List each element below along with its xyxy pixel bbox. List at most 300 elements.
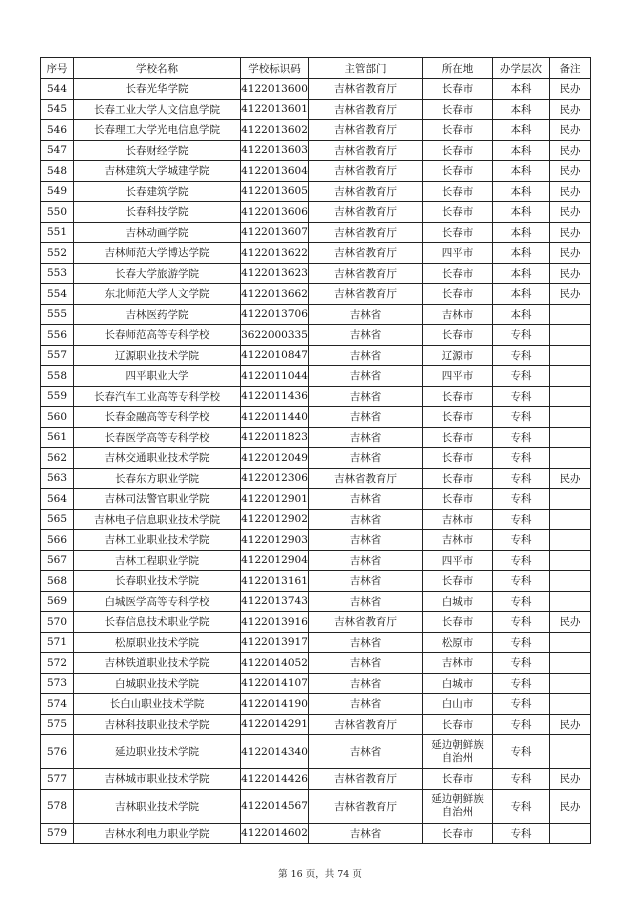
cell-location: 吉林市: [423, 530, 493, 551]
cell-authority: 吉林省教育厅: [309, 120, 423, 141]
cell-level: 专科: [493, 653, 550, 674]
cell-remark: 民办: [550, 243, 591, 264]
cell-school-name: 长春师范高等专科学校: [74, 325, 241, 346]
cell-level: 专科: [493, 694, 550, 715]
cell-remark: [550, 427, 591, 448]
cell-level: 专科: [493, 612, 550, 633]
cell-school-code: 4122011823: [241, 427, 309, 448]
table-row: [41, 468, 591, 489]
cell-school-code: 4122013600: [241, 79, 309, 100]
cell-remark: [550, 325, 591, 346]
cell-location-text: 延边朝鲜族自治州: [431, 793, 484, 818]
cell-authority: 吉林省教育厅: [309, 284, 423, 305]
cell-school-name: 长春理工大学光电信息学院: [74, 120, 241, 141]
header-cell-level: 办学层次: [493, 58, 550, 79]
cell-index: 564: [41, 489, 74, 510]
cell-school-name: 吉林电子信息职业技术学院: [74, 509, 241, 530]
cell-authority: 吉林省: [309, 325, 423, 346]
cell-remark: 民办: [550, 202, 591, 223]
cell-location: 四平市: [423, 366, 493, 387]
cell-location: 长春市: [423, 79, 493, 100]
cell-school-name: 长春汽车工业高等专科学校: [74, 386, 241, 407]
cell-school-name: 辽源职业技术学院: [74, 345, 241, 366]
cell-location: 吉林市: [423, 304, 493, 325]
cell-level: 专科: [493, 591, 550, 612]
cell-level: 本科: [493, 222, 550, 243]
cell-location: [423, 789, 493, 823]
cell-level: 本科: [493, 243, 550, 264]
table-row: [41, 222, 591, 243]
cell-location: 长春市: [423, 407, 493, 428]
cell-school-code: 4122013706: [241, 304, 309, 325]
cell-school-code: 4122010847: [241, 345, 309, 366]
cell-level: 本科: [493, 99, 550, 120]
cell-school-name: 长春信息技术职业学院: [74, 612, 241, 633]
cell-authority: 吉林省教育厅: [309, 222, 423, 243]
school-list-sheet: [40, 57, 590, 844]
cell-school-code: 4122014291: [241, 714, 309, 735]
table-row: [41, 509, 591, 530]
cell-school-name: 长春职业技术学院: [74, 571, 241, 592]
cell-school-code: 4122013917: [241, 632, 309, 653]
table-row: [41, 386, 591, 407]
cell-index: 570: [41, 612, 74, 633]
cell-school-name: 吉林工业职业技术学院: [74, 530, 241, 551]
cell-index: 552: [41, 243, 74, 264]
cell-authority: 吉林省: [309, 304, 423, 325]
cell-location: 长春市: [423, 448, 493, 469]
cell-school-name: 白城医学高等专科学校: [74, 591, 241, 612]
cell-index: 546: [41, 120, 74, 141]
cell-school-name: 吉林建筑大学城建学院: [74, 161, 241, 182]
header-row: [41, 58, 591, 79]
cell-school-code: 4122014602: [241, 823, 309, 844]
cell-school-code: 4122014426: [241, 769, 309, 790]
table-row: [41, 79, 591, 100]
cell-authority: 吉林省教育厅: [309, 181, 423, 202]
table-row: [41, 366, 591, 387]
cell-authority: 吉林省: [309, 823, 423, 844]
cell-remark: [550, 550, 591, 571]
header-cell-index: 序号: [41, 58, 74, 79]
cell-school-code: 4122012049: [241, 448, 309, 469]
cell-level: 专科: [493, 489, 550, 510]
cell-authority: 吉林省: [309, 427, 423, 448]
cell-level: 本科: [493, 284, 550, 305]
cell-remark: 民办: [550, 181, 591, 202]
table-row: [41, 427, 591, 448]
cell-level: 专科: [493, 345, 550, 366]
cell-location: 松原市: [423, 632, 493, 653]
cell-level: 专科: [493, 427, 550, 448]
cell-authority: 吉林省教育厅: [309, 79, 423, 100]
cell-authority: 吉林省: [309, 530, 423, 551]
cell-location: 长春市: [423, 325, 493, 346]
cell-authority: 吉林省教育厅: [309, 612, 423, 633]
table-header: [41, 58, 591, 79]
cell-location: 辽源市: [423, 345, 493, 366]
cell-school-code: 4122013743: [241, 591, 309, 612]
cell-authority: 吉林省教育厅: [309, 714, 423, 735]
cell-index: 576: [41, 735, 74, 769]
cell-location: 长春市: [423, 140, 493, 161]
cell-location: 白城市: [423, 673, 493, 694]
cell-location: 长春市: [423, 284, 493, 305]
cell-location: 四平市: [423, 550, 493, 571]
cell-authority: 吉林省: [309, 591, 423, 612]
cell-school-code: 3622000335: [241, 325, 309, 346]
cell-location: 长春市: [423, 263, 493, 284]
cell-remark: 民办: [550, 263, 591, 284]
table-row: [41, 571, 591, 592]
cell-level: 本科: [493, 120, 550, 141]
cell-index: 577: [41, 769, 74, 790]
table-row: [41, 530, 591, 551]
cell-school-name: 长春医学高等专科学校: [74, 427, 241, 448]
cell-school-code: 4122013601: [241, 99, 309, 120]
cell-level: 专科: [493, 571, 550, 592]
cell-location: 长春市: [423, 202, 493, 223]
cell-remark: 民办: [550, 769, 591, 790]
cell-level: 专科: [493, 789, 550, 823]
table-row: [41, 120, 591, 141]
cell-location: 四平市: [423, 243, 493, 264]
cell-level: 专科: [493, 366, 550, 387]
cell-authority: 吉林省: [309, 489, 423, 510]
header-cell-school-code: 学校标识码: [241, 58, 309, 79]
cell-level: 专科: [493, 632, 550, 653]
cell-school-code: 4122014340: [241, 735, 309, 769]
cell-location: 长春市: [423, 612, 493, 633]
table-row: [41, 591, 591, 612]
cell-school-name: 白城职业技术学院: [74, 673, 241, 694]
cell-index: 566: [41, 530, 74, 551]
table-row: [41, 714, 591, 735]
cell-location: 白山市: [423, 694, 493, 715]
cell-index: 553: [41, 263, 74, 284]
header-cell-authority: 主管部门: [309, 58, 423, 79]
cell-authority: 吉林省: [309, 509, 423, 530]
cell-level: 专科: [493, 769, 550, 790]
header-cell-school-name: 学校名称: [74, 58, 241, 79]
cell-level: 本科: [493, 304, 550, 325]
cell-index: 548: [41, 161, 74, 182]
table-row: [41, 612, 591, 633]
cell-authority: 吉林省: [309, 653, 423, 674]
cell-index: 561: [41, 427, 74, 448]
cell-level: 专科: [493, 823, 550, 844]
cell-school-name: 四平职业大学: [74, 366, 241, 387]
cell-level: 专科: [493, 325, 550, 346]
cell-school-name: 吉林水利电力职业学院: [74, 823, 241, 844]
cell-remark: [550, 509, 591, 530]
cell-remark: [550, 823, 591, 844]
header-cell-location: 所在地: [423, 58, 493, 79]
cell-remark: [550, 694, 591, 715]
cell-index: 549: [41, 181, 74, 202]
cell-index: 567: [41, 550, 74, 571]
cell-remark: [550, 530, 591, 551]
table-body: [41, 79, 591, 844]
cell-index: 578: [41, 789, 74, 823]
cell-location: 长春市: [423, 468, 493, 489]
cell-level: 专科: [493, 530, 550, 551]
table-row: [41, 823, 591, 844]
cell-location: 长春市: [423, 489, 493, 510]
cell-location: 吉林市: [423, 509, 493, 530]
table-row: [41, 735, 591, 769]
cell-remark: [550, 571, 591, 592]
cell-school-code: 4122012903: [241, 530, 309, 551]
cell-school-name: 吉林铁道职业技术学院: [74, 653, 241, 674]
table-row: [41, 448, 591, 469]
cell-authority: 吉林省: [309, 632, 423, 653]
cell-index: 572: [41, 653, 74, 674]
cell-school-name: 吉林城市职业技术学院: [74, 769, 241, 790]
cell-location: 吉林市: [423, 653, 493, 674]
table-row: [41, 181, 591, 202]
page-footer: 第 16 页，共 74 页: [278, 869, 362, 880]
cell-index: 568: [41, 571, 74, 592]
table-row: [41, 550, 591, 571]
table-row: [41, 140, 591, 161]
cell-authority: 吉林省教育厅: [309, 161, 423, 182]
table-row: [41, 769, 591, 790]
cell-remark: [550, 632, 591, 653]
cell-school-code: 4122014107: [241, 673, 309, 694]
cell-level: 专科: [493, 735, 550, 769]
cell-school-name: 长春科技学院: [74, 202, 241, 223]
cell-school-code: 4122011440: [241, 407, 309, 428]
cell-authority: 吉林省: [309, 571, 423, 592]
cell-authority: 吉林省教育厅: [309, 140, 423, 161]
cell-index: 575: [41, 714, 74, 735]
cell-level: 本科: [493, 79, 550, 100]
cell-school-name: 吉林科技职业技术学院: [74, 714, 241, 735]
cell-remark: 民办: [550, 468, 591, 489]
cell-remark: [550, 386, 591, 407]
cell-index: 547: [41, 140, 74, 161]
cell-index: 556: [41, 325, 74, 346]
cell-authority: 吉林省: [309, 550, 423, 571]
cell-school-name: 长春金融高等专科学校: [74, 407, 241, 428]
cell-authority: 吉林省教育厅: [309, 789, 423, 823]
cell-school-code: 4122011044: [241, 366, 309, 387]
cell-school-code: 4122014052: [241, 653, 309, 674]
cell-remark: [550, 345, 591, 366]
cell-authority: 吉林省: [309, 407, 423, 428]
cell-location: 长春市: [423, 769, 493, 790]
table-row: [41, 489, 591, 510]
cell-school-name: 吉林师范大学博达学院: [74, 243, 241, 264]
cell-school-name: 松原职业技术学院: [74, 632, 241, 653]
cell-remark: [550, 304, 591, 325]
cell-school-code: 4122013916: [241, 612, 309, 633]
cell-level: 专科: [493, 673, 550, 694]
cell-authority: 吉林省: [309, 366, 423, 387]
cell-authority: 吉林省教育厅: [309, 202, 423, 223]
table-row: [41, 407, 591, 428]
cell-level: 专科: [493, 468, 550, 489]
school-table: [40, 57, 591, 844]
cell-school-code: 4122014190: [241, 694, 309, 715]
cell-index: 558: [41, 366, 74, 387]
cell-school-name: 吉林司法警官职业学院: [74, 489, 241, 510]
cell-index: 565: [41, 509, 74, 530]
cell-authority: 吉林省: [309, 735, 423, 769]
cell-remark: [550, 591, 591, 612]
cell-location: 长春市: [423, 181, 493, 202]
cell-index: 560: [41, 407, 74, 428]
cell-remark: 民办: [550, 79, 591, 100]
cell-authority: 吉林省: [309, 345, 423, 366]
cell-school-code: 4122011436: [241, 386, 309, 407]
table-row: [41, 284, 591, 305]
table-row: [41, 653, 591, 674]
cell-school-code: 4122013161: [241, 571, 309, 592]
cell-remark: [550, 489, 591, 510]
cell-location: 白城市: [423, 591, 493, 612]
cell-location: 长春市: [423, 823, 493, 844]
table-row: [41, 161, 591, 182]
cell-school-name: 长春大学旅游学院: [74, 263, 241, 284]
cell-school-name: 吉林职业技术学院: [74, 789, 241, 823]
cell-index: 555: [41, 304, 74, 325]
cell-index: 559: [41, 386, 74, 407]
cell-level: 专科: [493, 550, 550, 571]
cell-authority: 吉林省教育厅: [309, 468, 423, 489]
cell-school-name: 长春东方职业学院: [74, 468, 241, 489]
cell-location: 长春市: [423, 120, 493, 141]
cell-authority: 吉林省教育厅: [309, 769, 423, 790]
cell-index: 571: [41, 632, 74, 653]
cell-level: 专科: [493, 407, 550, 428]
cell-school-name: 长春财经学院: [74, 140, 241, 161]
cell-school-name: 东北师范大学人文学院: [74, 284, 241, 305]
cell-remark: [550, 653, 591, 674]
table-row: [41, 789, 591, 823]
cell-school-name: 长白山职业技术学院: [74, 694, 241, 715]
table-row: [41, 243, 591, 264]
cell-remark: 民办: [550, 789, 591, 823]
cell-authority: 吉林省教育厅: [309, 243, 423, 264]
cell-remark: 民办: [550, 222, 591, 243]
header-cell-remark: 备注: [550, 58, 591, 79]
cell-remark: [550, 735, 591, 769]
cell-school-code: 4122012904: [241, 550, 309, 571]
cell-index: 557: [41, 345, 74, 366]
cell-location: 长春市: [423, 571, 493, 592]
cell-authority: 吉林省教育厅: [309, 263, 423, 284]
cell-school-name: 吉林动画学院: [74, 222, 241, 243]
cell-index: 554: [41, 284, 74, 305]
cell-location: [423, 735, 493, 769]
cell-location: 长春市: [423, 222, 493, 243]
cell-index: 573: [41, 673, 74, 694]
cell-remark: 民办: [550, 140, 591, 161]
cell-school-name: 吉林工程职业学院: [74, 550, 241, 571]
cell-authority: 吉林省: [309, 386, 423, 407]
cell-school-name: 长春工业大学人文信息学院: [74, 99, 241, 120]
cell-level: 专科: [493, 714, 550, 735]
cell-remark: 民办: [550, 99, 591, 120]
cell-index: 545: [41, 99, 74, 120]
cell-location: 长春市: [423, 161, 493, 182]
cell-school-code: 4122014567: [241, 789, 309, 823]
table-row: [41, 632, 591, 653]
cell-school-code: 4122013603: [241, 140, 309, 161]
cell-remark: 民办: [550, 161, 591, 182]
cell-remark: [550, 366, 591, 387]
cell-remark: 民办: [550, 284, 591, 305]
cell-school-code: 4122013605: [241, 181, 309, 202]
cell-index: 551: [41, 222, 74, 243]
cell-remark: [550, 673, 591, 694]
table-row: [41, 673, 591, 694]
table-row: [41, 263, 591, 284]
cell-level: 本科: [493, 181, 550, 202]
table-row: [41, 694, 591, 715]
cell-school-code: 4122013602: [241, 120, 309, 141]
cell-school-code: 4122013607: [241, 222, 309, 243]
cell-level: 本科: [493, 140, 550, 161]
cell-level: 专科: [493, 448, 550, 469]
table-row: [41, 325, 591, 346]
cell-remark: 民办: [550, 714, 591, 735]
cell-school-code: 4122012306: [241, 468, 309, 489]
table-row: [41, 345, 591, 366]
cell-school-code: 4122012902: [241, 509, 309, 530]
cell-authority: 吉林省: [309, 673, 423, 694]
cell-remark: 民办: [550, 120, 591, 141]
cell-authority: 吉林省教育厅: [309, 99, 423, 120]
cell-index: 579: [41, 823, 74, 844]
cell-school-code: 4122013662: [241, 284, 309, 305]
cell-school-name: 延边职业技术学院: [74, 735, 241, 769]
cell-school-code: 4122013622: [241, 243, 309, 264]
cell-level: 本科: [493, 263, 550, 284]
cell-location: 长春市: [423, 99, 493, 120]
cell-level: 专科: [493, 386, 550, 407]
cell-authority: 吉林省: [309, 448, 423, 469]
cell-authority: 吉林省: [309, 694, 423, 715]
cell-level: 本科: [493, 161, 550, 182]
cell-index: 563: [41, 468, 74, 489]
table-row: [41, 202, 591, 223]
cell-index: 544: [41, 79, 74, 100]
cell-school-code: 4122013606: [241, 202, 309, 223]
cell-location: 长春市: [423, 427, 493, 448]
cell-remark: [550, 448, 591, 469]
cell-location: 长春市: [423, 386, 493, 407]
cell-level: 本科: [493, 202, 550, 223]
cell-index: 562: [41, 448, 74, 469]
cell-index: 574: [41, 694, 74, 715]
table-row: [41, 304, 591, 325]
cell-remark: [550, 407, 591, 428]
cell-location: 长春市: [423, 714, 493, 735]
cell-location-text: 延边朝鲜族自治州: [431, 738, 484, 764]
cell-school-code: 4122012901: [241, 489, 309, 510]
cell-school-name: 长春光华学院: [74, 79, 241, 100]
cell-remark: 民办: [550, 612, 591, 633]
cell-index: 569: [41, 591, 74, 612]
cell-index: 550: [41, 202, 74, 223]
cell-school-code: 4122013604: [241, 161, 309, 182]
table-row: [41, 99, 591, 120]
cell-level: 专科: [493, 509, 550, 530]
cell-school-name: 吉林医药学院: [74, 304, 241, 325]
